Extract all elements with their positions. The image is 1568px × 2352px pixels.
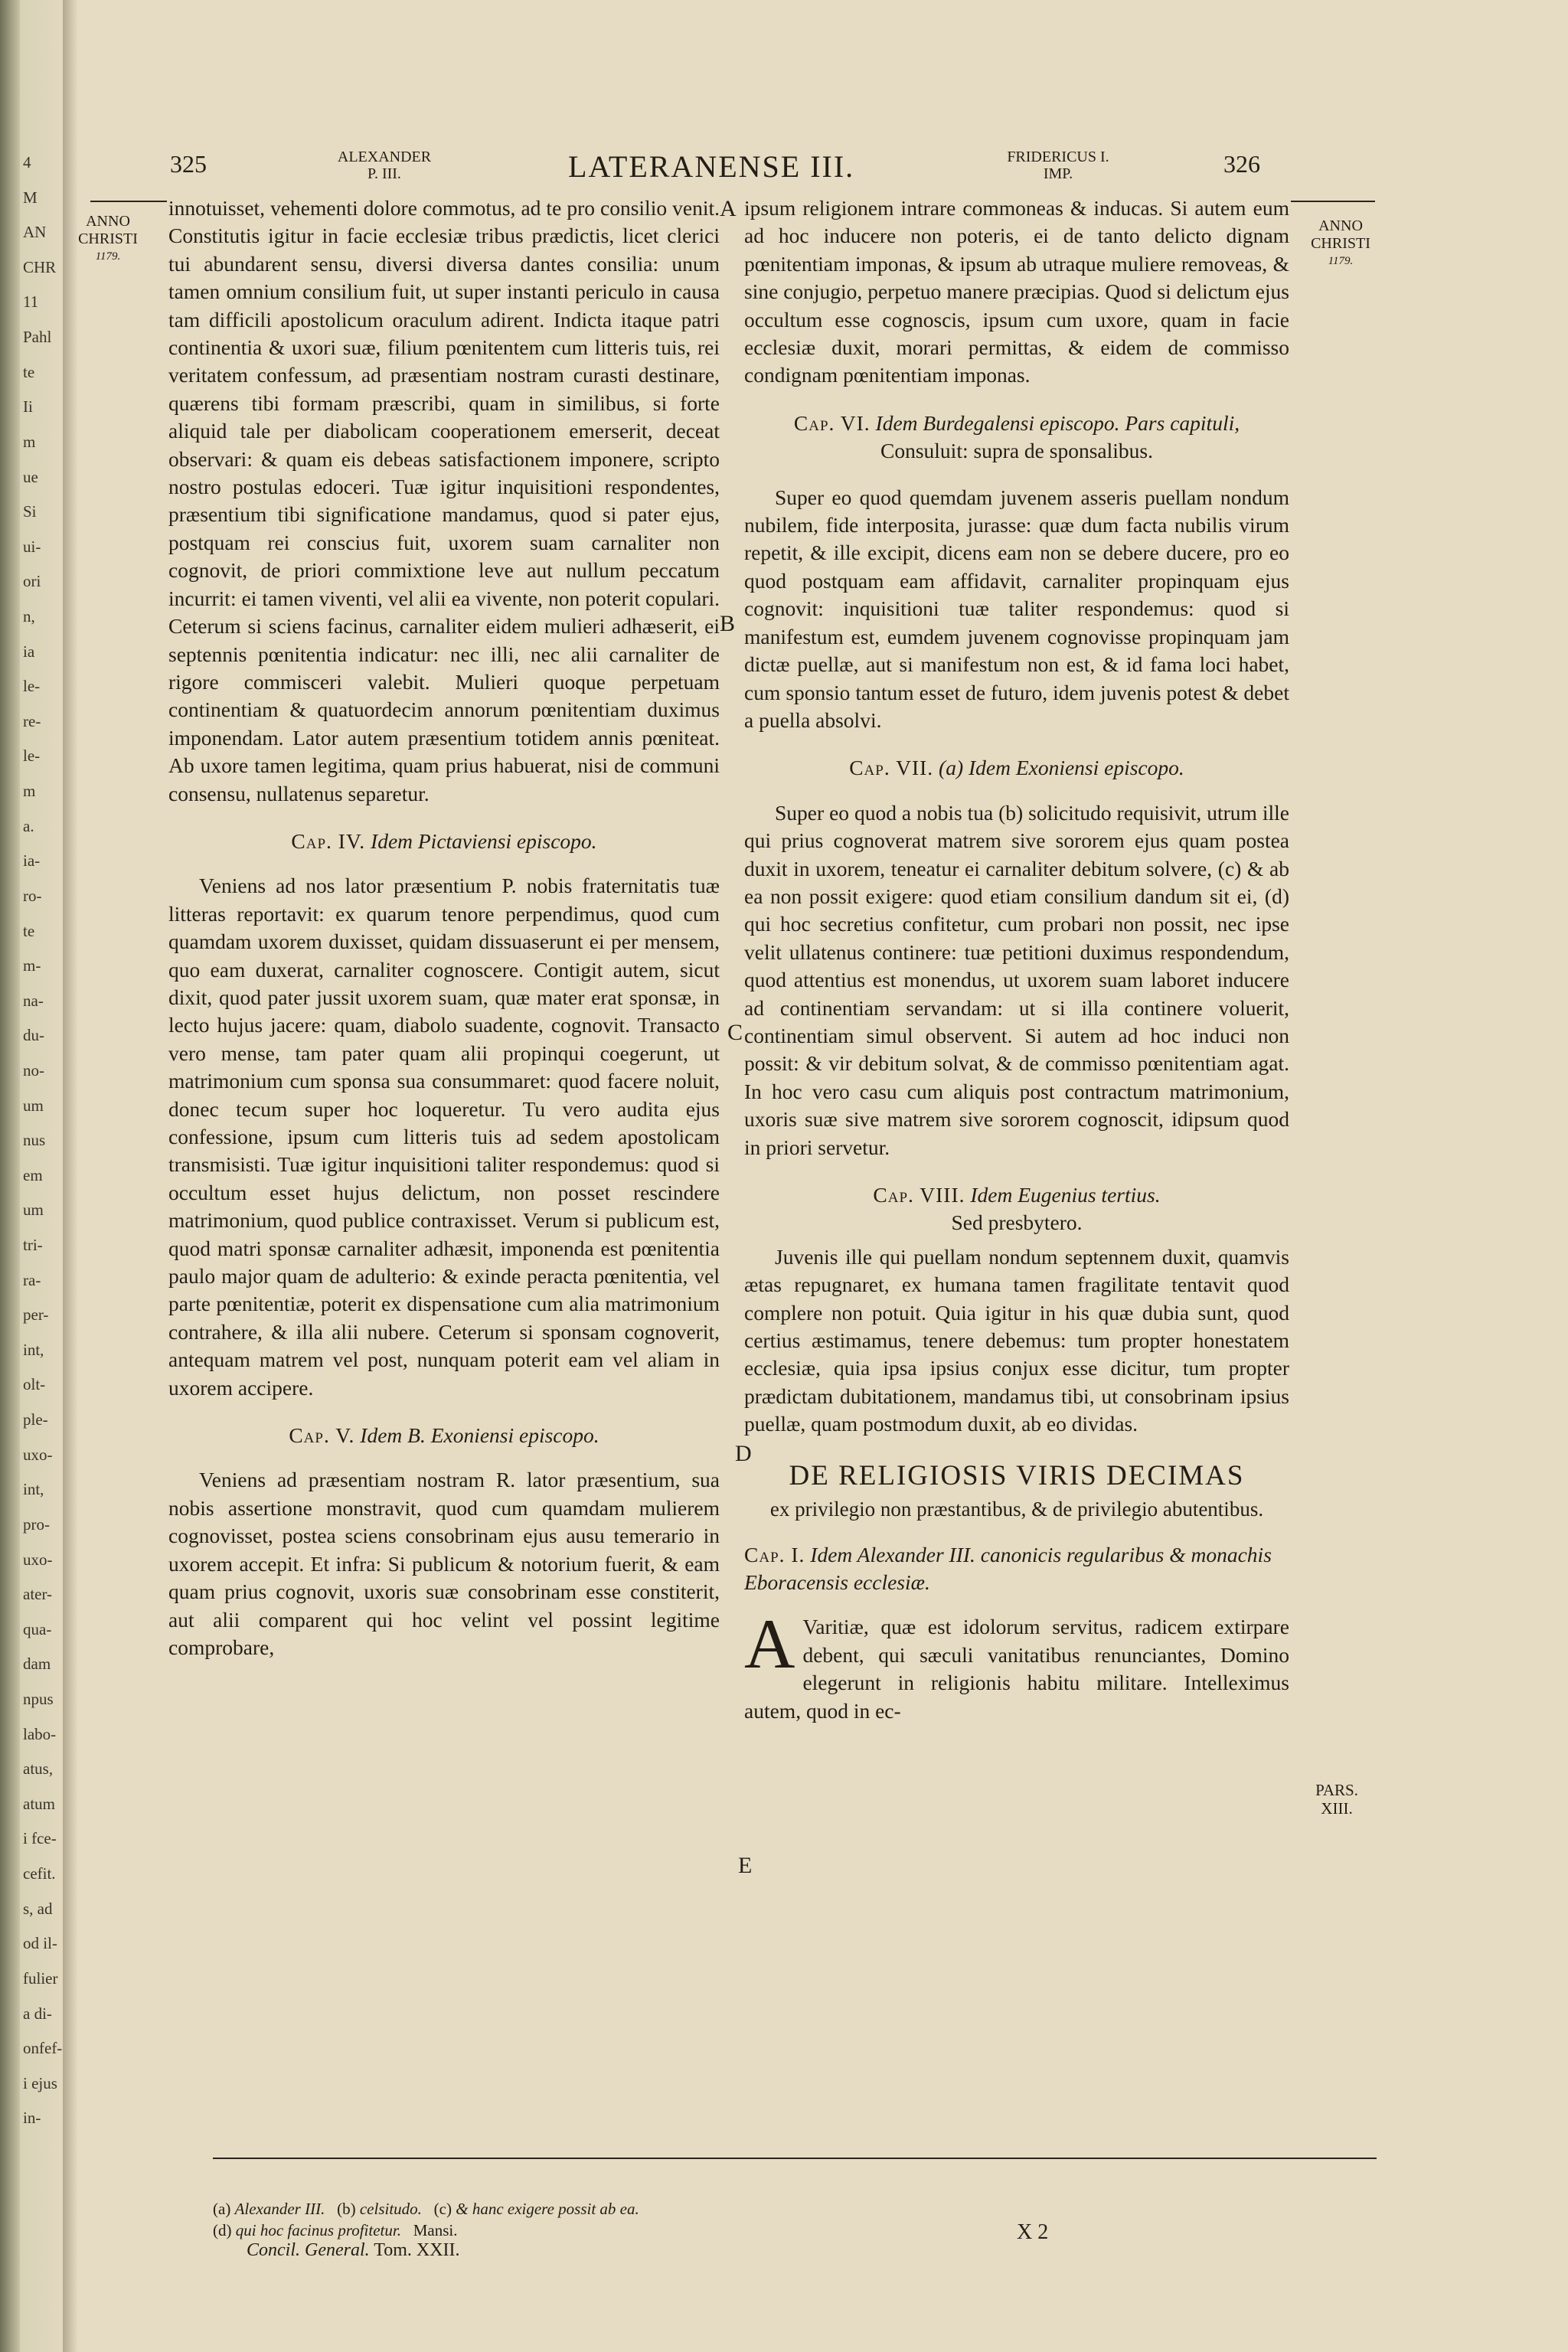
paragraph: Veniens ad nos lator præsentium P. nobis fraternitatis tuæ litteras reportavit: ex quarum tenore perpendimus, quod cum quamdam uxorem duxisset, quidam dissuaserunt ei per mensem, quo eam duxerat, carnaliter cognoscere. Contigit autem, sicut dixit, quod pater jussit uxorem suam, quæ mater erat sponsæ, in lecto hujus jacere: quam, diabolo suadente, cognovit. Transacto vero mense, tam pater quam alii propinqui coegerunt, ut matrimonium cum sponsa sua consummaret: quod facere noluit, donec tecum super hoc loqueretur. Tu vero audita ejus confessione, ipsum cum litteris tuis ad sedem apostolicam transmisisti. Tuæ igitur inquisitioni taliter respondemus: quod si occultum esset hujus delictum, non posset rescindere matrimonium, quod publice contraxisset. Verum si publicum est, quod matri sponsæ carnaliter adhæsit, imponenda est pœnitentia paulo major quam de adulterio: & exinde peracta pœnitentia, vel parte pœnitentiæ, poterit ex dispensatione cum alia matrimonium contrahere, & illa alii nubere. Ceterum si sponsam cognoverit, antequam matrem vel post, nunquam poterit eam vel aliam in uxorem accipere. bbox=[168, 874, 720, 1400]
paragraph: Veniens ad præsentiam nostram R. lator præsentium, sua nobis assertione monstravit, quod cum quamdam mulierem cognovisset, postea sciens consobrinam ejus ausu temerario in uxorem accepit. Et infra: Si publicum & notorium fuerit, & eam quam prius cognovit, uxoris suæ consobrinam esse constiterit, aut alii comparent qui hoc velint vel possint legitime comprobare, bbox=[168, 1468, 720, 1659]
volume-line: Concil. General. Tom. XXII. bbox=[247, 2240, 460, 2260]
section-letter-d: D bbox=[735, 1441, 752, 1466]
header-rule-left bbox=[90, 201, 167, 202]
previous-page-fragment: re- bbox=[23, 712, 41, 730]
emperor-heading: FRIDERICUS I. IMP. bbox=[1007, 149, 1109, 182]
previous-page-fragment: a di- bbox=[23, 2004, 52, 2023]
chapter-heading-iv: Cap. IV. Idem Pictaviensi episcopo. bbox=[291, 828, 597, 853]
left-column bbox=[168, 194, 720, 1661]
previous-page-fragment: ra- bbox=[23, 1271, 41, 1289]
paragraph: A Varitiæ, quæ est idolorum servitus, radicem extirpare debent, qui sæculi vanitatibus renunciantes, Domino elegerunt in religionis habitu militare. Intelleximus autem, quod in ec- bbox=[744, 1605, 1289, 1723]
previous-page-fragment: m- bbox=[23, 956, 41, 975]
previous-page-fragment: int, bbox=[23, 1480, 44, 1498]
previous-page-fragment: te bbox=[23, 922, 35, 940]
chapter-subheading-vi: Consuluit: supra de sponsalibus. bbox=[880, 439, 1153, 463]
previous-page-fragment: ori bbox=[23, 572, 41, 590]
previous-page-fragment: na- bbox=[23, 991, 44, 1010]
previous-page-fragment: labo- bbox=[23, 1725, 57, 1743]
previous-page-fragment: le- bbox=[23, 677, 41, 695]
previous-page-fragment: em bbox=[23, 1166, 43, 1184]
chapter-heading-v: Cap. V. Idem B. Exoniensi episcopo. bbox=[289, 1423, 599, 1448]
previous-page-fragment: m bbox=[23, 782, 36, 800]
chapter-heading-viii: Cap. VIII. Idem Eugenius tertius. bbox=[873, 1183, 1161, 1207]
chapter-subheading-viii: Sed presbytero. bbox=[951, 1210, 1083, 1235]
previous-page-fragment: te bbox=[23, 363, 35, 381]
previous-page-fragment: le- bbox=[23, 746, 41, 765]
previous-page-fragment: ro- bbox=[23, 887, 42, 905]
previous-page-fragment: onfef- bbox=[23, 2039, 63, 2057]
previous-page-fragment: olt- bbox=[23, 1375, 46, 1393]
previous-page-fragment: pro- bbox=[23, 1515, 50, 1534]
paragraph: innotuisset, vehementi dolore commotus, ad te pro consilio venit. Constitutis igitur in facie ecclesiæ tribus prædictis, licet clerici tui abundarent sensu, diversi diversa dantes consilia: unum tamen omnium consilium fuit, ut super instanti periculo in causa tam difficili apostolicum oraculum adirent. Indicta itaque patri continentia & uxori suæ, filium pœnitentem cum litteris tuis, rei veritatem confessum, ad præsentiam nostram curasti destinare, quærens tibi formam præscribi, quam in similibus, si forte aliquid tale per diabolicam cooperationem emerserit, deceat observari: & quam eis debeas satisfactionem imponere, scripto nostro postulas edoceri. Tuæ igitur inquisitioni respondentes, præsentium tibi significatione mandamus, quod si pater ejus, postquam rei conscius fuit, uxorem suam carnaliter non cognovit, de priori commixtione leve aut nullum peccatum incurrit: ei tamen viventi, vel alii ea vivente, non poterit copulari. Ceterum si sciens facinus, carnaliter eidem mulieri adhæserit, ei septennis pœnitentia indicatur: nec illi, nec alii carnaliter de rigore commisceri valebit. Mulieri quoque perpetuam continentiam & quatuordecim annorum pœnitentiam duximus imponendam. Lator autem præsentium totidem annis pœniteat. Ab uxore tamen legitima, quam prius habuerat, nisi de communi consensu, nullatenus separetur. bbox=[168, 196, 720, 805]
previous-page-fragment: cefit. bbox=[23, 1864, 56, 1883]
section-letter-e: E bbox=[738, 1853, 753, 1878]
previous-page-fragment: no- bbox=[23, 1061, 44, 1080]
previous-page-fragment: fulier bbox=[23, 1969, 58, 1988]
section-letter-a: A bbox=[720, 196, 737, 221]
page-fold-shadow bbox=[63, 0, 78, 2352]
previous-page-fragment: i ejus bbox=[23, 2074, 57, 2092]
previous-page-fragment: ater- bbox=[23, 1585, 53, 1603]
book-page bbox=[78, 0, 1568, 2352]
page-number-left: 325 bbox=[170, 150, 207, 178]
chapter-heading-vii: Cap. VII. (a) Idem Exoniensi episcopo. bbox=[849, 756, 1184, 780]
previous-page-fragment: AN bbox=[23, 223, 47, 241]
running-header bbox=[78, 145, 1568, 199]
paragraph: Super eo quod quemdam juvenem asseris puellam nondum nubilem, fide interposita, jurasse: quæ dum facta nubilis virum repetit, & ille excipit, dicens eam non se debere ducere, pro eo quod postquam eam affidavit, carnaliter propinquam ejus cognovit: inquisitioni tuæ taliter respondemus: quod si manifestum est, eumdem juvenem cognovisse propinquam jam dictæ puellæ, aut si manifestum non est, & id fama loci habet, cum sponsio tantum esset de futuro, idem juvenis potest & debet a puella absolvi. bbox=[744, 485, 1289, 732]
previous-page-fragment: int, bbox=[23, 1341, 44, 1359]
previous-page-fragment: i fce- bbox=[23, 1829, 57, 1847]
previous-page-fragment: qua- bbox=[23, 1620, 52, 1638]
previous-page-fragment: n, bbox=[23, 607, 35, 626]
previous-page-fragment: atus, bbox=[23, 1759, 54, 1778]
previous-page-fragment: tri- bbox=[23, 1236, 43, 1254]
previous-page-fragment: atum bbox=[23, 1795, 55, 1813]
header-rule-right bbox=[1291, 201, 1375, 202]
drop-capital: A bbox=[744, 1605, 795, 1684]
previous-page-fragment: od il- bbox=[23, 1934, 57, 1952]
section-subtitle: ex privilegio non præstantibus, & de privilegio abutentibus. bbox=[769, 1497, 1264, 1521]
previous-page-fragment: per- bbox=[23, 1305, 49, 1324]
footnote-line-1: (a) Alexander III. (b) celsitudo. (c) & hanc exigere possit ab ea. bbox=[213, 2200, 639, 2218]
previous-page-fragment: 4 bbox=[23, 153, 31, 172]
paragraph: ipsum religionem intrare commoneas & inducas. Si autem eum ad hoc inducere non poteris, ei de tanto delicto dignam pœnitentiam imponas, & ipsum ab utraque muliere removeas, & sine conjugio, perpetuo manere præcipias. Quod si delictum ejus occultum esse cognoscis, ipsum cum uxore, quam in facie ecclesiæ duxit, morari permittas, & eidem de commisso condignam pœnitentiam imponas. bbox=[744, 196, 1289, 387]
previous-page-fragment: Si bbox=[23, 502, 37, 521]
previous-page-fragment: Ii bbox=[23, 397, 33, 416]
previous-page-fragment: s, ad bbox=[23, 1900, 53, 1918]
previous-page-fragment: ple- bbox=[23, 1410, 48, 1429]
chapter-heading-i: Cap. I. Idem Alexander III. canonicis regularibus & monachis Eboracensis ecclesiæ. bbox=[744, 1542, 1272, 1595]
margin-anno-right: ANNO CHRISTI 1179. bbox=[1311, 217, 1370, 267]
previous-page-fragment: 11 bbox=[23, 292, 39, 311]
previous-page-strip bbox=[20, 0, 63, 2352]
previous-page-fragment: CHR bbox=[23, 258, 57, 276]
previous-page-fragment: du- bbox=[23, 1026, 44, 1044]
previous-page-fragment: ia- bbox=[23, 851, 41, 870]
pars-marker: PARS. XIII. bbox=[1315, 1781, 1358, 1818]
paragraph: Super eo quod a nobis tua (b) solicitudo requisivit, utrum ille qui prius cognoverat matrem sive sororem ejus quam postea duxit in uxorem, teneatur ei carnaliter debitum solvere, (c) & ab ea non possit exigere: quod etiam consilium dandum sit ei, (d) qui hoc secretius confitetur, cum probari non possit, nec ipse velit ullatenus continere: tuæ petitioni duximus respondendum, quod attentius est monendus, ut uxorem suam laboret inducere ad continentiam servandam: ut si illa continere voluerit, continentiam simul observent. Si autem ad hoc induci non possit: & vir debitum solvat, & de commisso pœnitentiam agat. In hoc vero casu cum aliquis post contractum matrimonium, uxoris suæ sive matrem sive sororem cognoscit, idipsum quod in priori servetur. bbox=[744, 800, 1289, 1159]
previous-page-fragment: um bbox=[23, 1096, 44, 1115]
pope-heading: ALEXANDER P. III. bbox=[337, 149, 432, 182]
previous-page-fragment: m bbox=[23, 433, 36, 451]
previous-page-fragment: uxo- bbox=[23, 1550, 53, 1569]
page-number-right: 326 bbox=[1223, 150, 1260, 178]
previous-page-fragment: dam bbox=[23, 1655, 51, 1673]
previous-page-fragment: a. bbox=[23, 817, 34, 835]
footnote-line-2: (d) qui hoc facinus profitetur. Mansi. bbox=[213, 2221, 458, 2239]
section-letter-c: C bbox=[727, 1020, 743, 1045]
previous-page-fragment: ia bbox=[23, 642, 35, 661]
right-column bbox=[744, 194, 1289, 1725]
signature-mark: X 2 bbox=[1017, 2220, 1049, 2244]
council-title: LATERANENSE III. bbox=[568, 149, 855, 184]
previous-page-fragment: ue bbox=[23, 468, 38, 486]
previous-page-fragment: ui- bbox=[23, 537, 41, 556]
chapter-heading-vi: Cap. VI. Idem Burdegalensi episcopo. Pars capituli, bbox=[793, 410, 1240, 435]
previous-page-fragment: uxo- bbox=[23, 1446, 53, 1464]
previous-page-fragment: npus bbox=[23, 1690, 54, 1708]
section-letter-b: B bbox=[720, 611, 736, 636]
previous-page-fragment: um bbox=[23, 1200, 44, 1219]
margin-anno-left: ANNO CHRISTI 1179. bbox=[78, 213, 138, 263]
paragraph: Juvenis ille qui puellam nondum septennem duxit, quamvis ætas repugnaret, ex humana tamen fragilitate tentavit quod complere non potuit. Quia igitur in his quæ dubia sunt, quod certius æstimamus, tenere debemus: tum propter honestatem ecclesiæ, quia ipsa ipsius conjux esse dicitur, tum propter prædictam dubitationem, mandamus tibi, ut consobrinam ipsius puellæ, quam postmodum duxit, ab eo dividas. bbox=[744, 1244, 1289, 1436]
previous-page-fragment: nus bbox=[23, 1131, 46, 1149]
previous-page-fragment: M bbox=[23, 188, 38, 207]
footnote-rule bbox=[213, 2158, 1377, 2159]
previous-page-fragment: in- bbox=[23, 2109, 41, 2127]
previous-page-fragment: Pahl bbox=[23, 328, 52, 346]
book-gutter bbox=[0, 0, 20, 2352]
section-title-de-religiosis: DE RELIGIOSIS VIRIS DECIMAS bbox=[789, 1459, 1245, 1491]
